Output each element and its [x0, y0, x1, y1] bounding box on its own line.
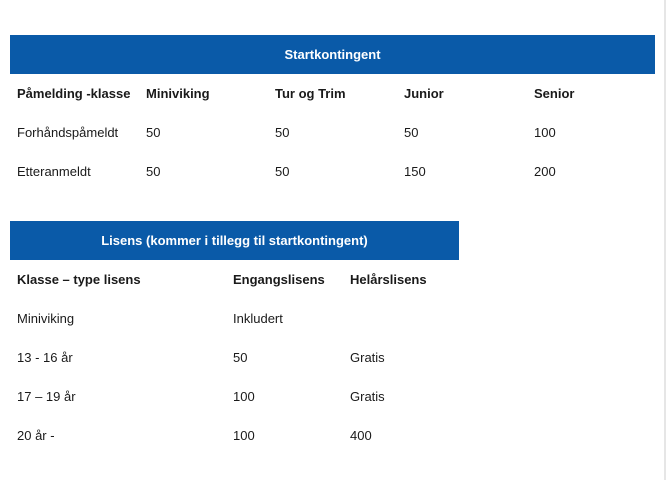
table-row: [10, 338, 459, 377]
table-row: [10, 377, 459, 416]
lisens-table: [10, 221, 459, 455]
table-cell: 150: [404, 164, 426, 179]
table-cell: 50: [233, 350, 248, 365]
startkontingent-title: Startkontingent: [10, 35, 655, 74]
table-cell: 200: [534, 164, 556, 179]
row-label-cell: Forhåndspåmeldt: [17, 125, 119, 140]
header-cell-klasse-type-lisens: Klasse – type lisens: [17, 272, 141, 287]
header-cell-junior: Junior: [404, 86, 444, 101]
header-cell-tur-og-trim: Tur og Trim: [275, 86, 346, 101]
startkontingent-table: [10, 35, 655, 191]
table-cell: 50: [404, 125, 419, 140]
row-label-cell: Etteranmeldt: [17, 164, 91, 179]
row-label-cell: 13 - 16 år: [17, 350, 73, 365]
lisens-title: Lisens (kommer i tillegg til startkontingent): [10, 221, 459, 260]
table-cell: 50: [275, 164, 290, 179]
table-row: [10, 152, 655, 191]
header-cell-helarslisens: Helårslisens: [350, 272, 427, 287]
header-cell-miniviking: Miniviking: [146, 86, 210, 101]
row-label-cell: Miniviking: [17, 311, 75, 326]
table-cell: 50: [275, 125, 290, 140]
table-cell: Gratis: [350, 350, 385, 365]
header-cell-senior: Senior: [534, 86, 575, 101]
table-row: [10, 113, 655, 152]
table-cell: 100: [233, 389, 255, 404]
table-cell: 400: [350, 428, 372, 443]
table-header-row: [10, 74, 655, 113]
table-cell: 50: [146, 164, 161, 179]
table-cell: Gratis: [350, 389, 385, 404]
header-cell-pamelding-klasse: Påmelding -klasse: [17, 86, 131, 101]
table-row: [10, 299, 459, 338]
row-label-cell: 17 – 19 år: [17, 389, 76, 404]
table-header-row: [10, 260, 459, 299]
table-cell: 100: [534, 125, 556, 140]
header-cell-engangslisens: Engangslisens: [233, 272, 325, 287]
table-row: [10, 416, 459, 455]
table-cell: 50: [146, 125, 161, 140]
table-cell: 100: [233, 428, 255, 443]
table-cell: Inkludert: [233, 311, 283, 326]
row-label-cell: 20 år -: [17, 428, 55, 443]
